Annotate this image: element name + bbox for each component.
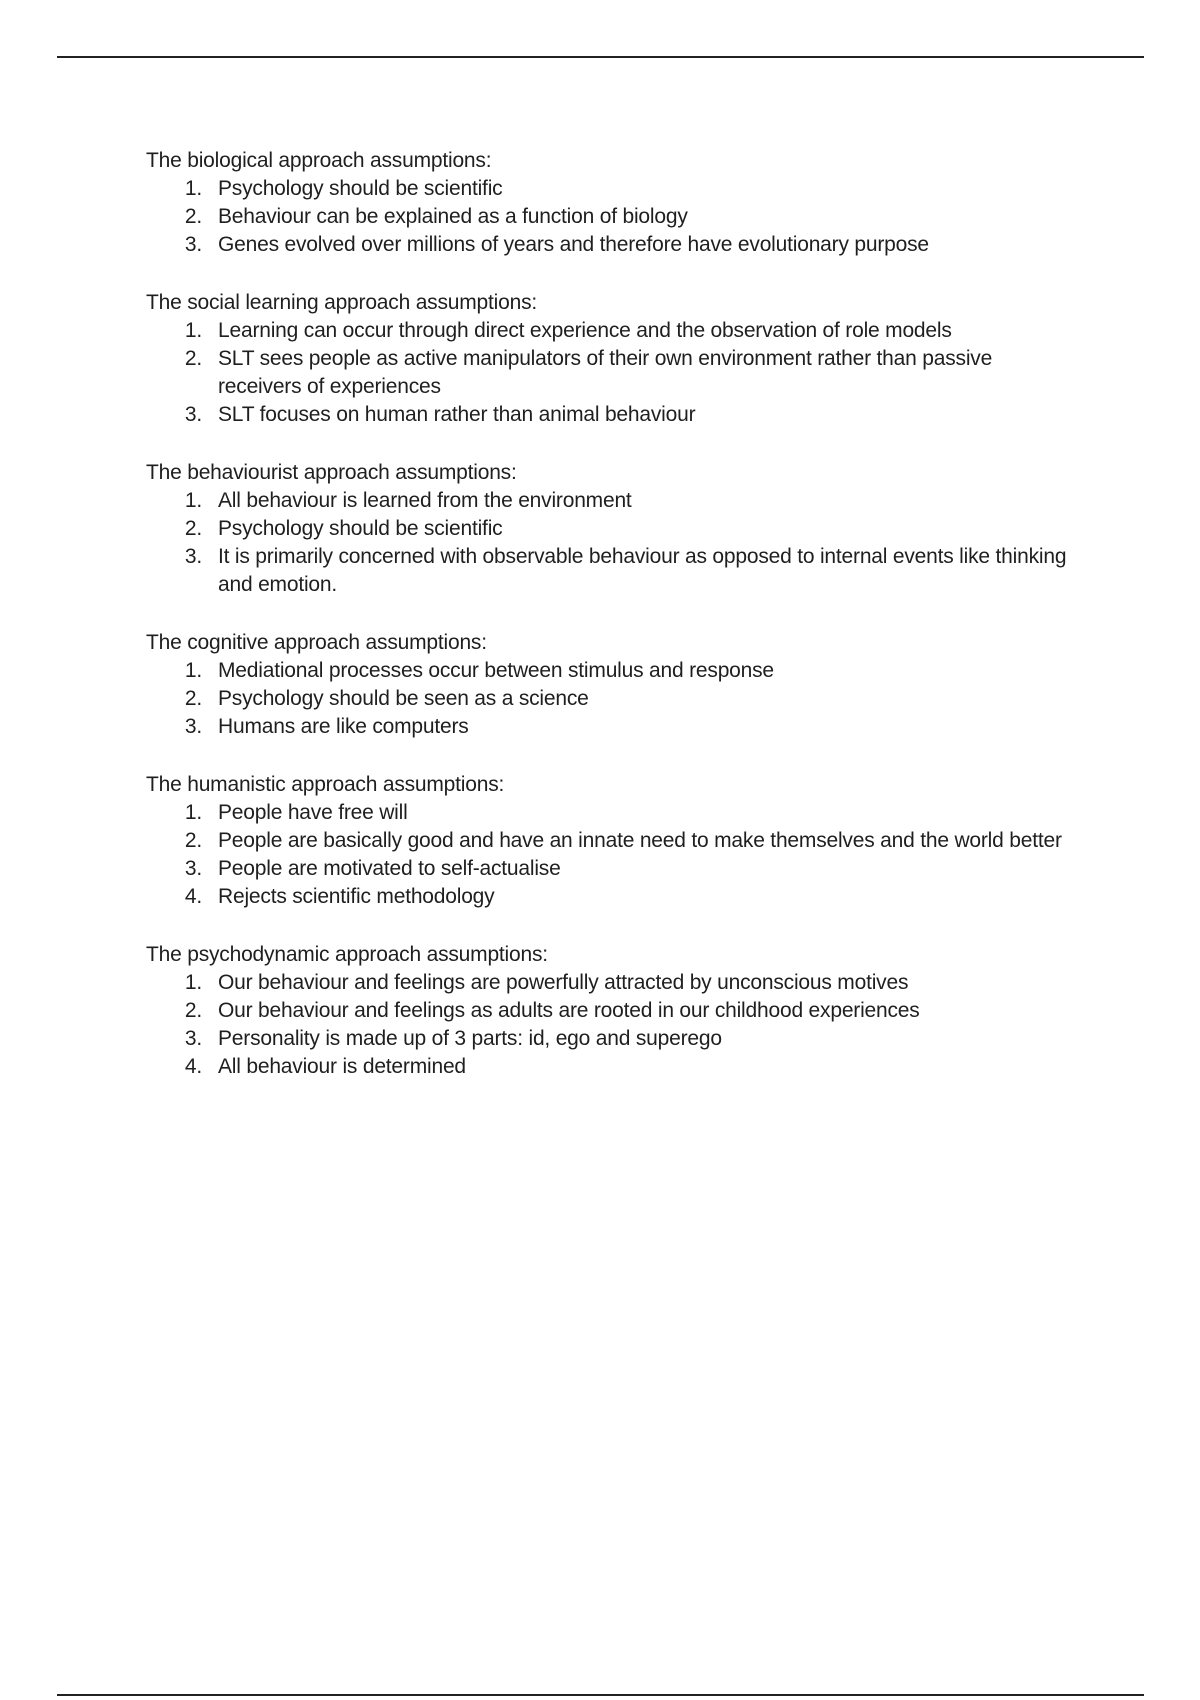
list-item xyxy=(146,799,1096,827)
item-number: 3. xyxy=(184,403,202,426)
assumption-list xyxy=(146,799,1096,911)
list-item xyxy=(146,203,1096,231)
list-item xyxy=(146,345,1096,401)
item-text: People are motivated to self-actualise xyxy=(218,857,561,880)
list-item xyxy=(146,827,1096,855)
list-item xyxy=(146,317,1096,345)
section-heading: The social learning approach assumptions: xyxy=(146,291,538,314)
assumption-list xyxy=(146,487,1096,599)
item-number: 4. xyxy=(184,1055,202,1078)
item-text: Our behaviour and feelings are powerfully attracted by unconscious motives xyxy=(218,971,909,994)
item-text: Psychology should be scientific xyxy=(218,517,503,540)
section-heading: The biological approach assumptions: xyxy=(146,149,492,172)
item-number: 3. xyxy=(184,1027,202,1050)
section-social-learning xyxy=(146,288,1096,429)
item-text: Mediational processes occur between stimulus and response xyxy=(218,659,774,682)
item-text: It is primarily concerned with observable behaviour as opposed to internal events like thinking and emotion. xyxy=(218,545,1067,596)
item-number: 2. xyxy=(184,829,202,852)
item-number: 1. xyxy=(184,801,202,824)
section-biological xyxy=(146,146,1096,259)
assumption-list xyxy=(146,317,1096,429)
section-cognitive xyxy=(146,628,1096,741)
item-number: 1. xyxy=(184,319,202,342)
list-item xyxy=(146,685,1096,713)
assumption-list xyxy=(146,175,1096,259)
assumption-list xyxy=(146,969,1096,1081)
item-number: 2. xyxy=(184,205,202,228)
list-item xyxy=(146,1025,1096,1053)
item-text: Psychology should be seen as a science xyxy=(218,687,589,710)
item-number: 3. xyxy=(184,857,202,880)
header-rule xyxy=(57,56,1144,58)
list-item xyxy=(146,997,1096,1025)
item-number: 2. xyxy=(184,517,202,540)
section-behaviourist xyxy=(146,458,1096,599)
list-item xyxy=(146,515,1096,543)
item-text: Personality is made up of 3 parts: id, ego and superego xyxy=(218,1027,722,1050)
section-heading: The psychodynamic approach assumptions: xyxy=(146,943,548,966)
item-text: All behaviour is learned from the environment xyxy=(218,489,632,512)
item-number: 4. xyxy=(184,885,202,908)
item-text: People have free will xyxy=(218,801,408,824)
list-item xyxy=(146,713,1096,741)
item-text: All behaviour is determined xyxy=(218,1055,466,1078)
item-number: 2. xyxy=(184,347,202,370)
item-text: SLT sees people as active manipulators of their own environment rather than passive receivers of experiences xyxy=(218,347,993,398)
item-number: 3. xyxy=(184,233,202,256)
list-item xyxy=(146,487,1096,515)
item-text: Our behaviour and feelings as adults are rooted in our childhood experiences xyxy=(218,999,920,1022)
item-text: Psychology should be scientific xyxy=(218,177,503,200)
item-text: Behaviour can be explained as a function of biology xyxy=(218,205,688,228)
item-number: 1. xyxy=(184,659,202,682)
document-body xyxy=(146,146,1096,1110)
item-number: 1. xyxy=(184,489,202,512)
item-text: Rejects scientific methodology xyxy=(218,885,495,908)
section-heading: The humanistic approach assumptions: xyxy=(146,773,505,796)
item-number: 2. xyxy=(184,999,202,1022)
item-number: 3. xyxy=(184,545,202,568)
item-text: Learning can occur through direct experience and the observation of role models xyxy=(218,319,952,342)
item-text: Humans are like computers xyxy=(218,715,469,738)
assumption-list xyxy=(146,657,1096,741)
list-item xyxy=(146,401,1096,429)
list-item xyxy=(146,543,1096,599)
list-item xyxy=(146,883,1096,911)
item-number: 1. xyxy=(184,971,202,994)
section-psychodynamic xyxy=(146,940,1096,1081)
item-text: People are basically good and have an innate need to make themselves and the world better xyxy=(218,829,1062,852)
item-number: 3. xyxy=(184,715,202,738)
list-item xyxy=(146,231,1096,259)
list-item xyxy=(146,969,1096,997)
item-number: 1. xyxy=(184,177,202,200)
list-item xyxy=(146,855,1096,883)
item-text: Genes evolved over millions of years and therefore have evolutionary purpose xyxy=(218,233,929,256)
section-humanistic xyxy=(146,770,1096,911)
footer-rule xyxy=(57,1694,1144,1696)
item-text: SLT focuses on human rather than animal behaviour xyxy=(218,403,696,426)
section-heading: The behaviourist approach assumptions: xyxy=(146,461,517,484)
list-item xyxy=(146,657,1096,685)
section-heading: The cognitive approach assumptions: xyxy=(146,631,487,654)
list-item xyxy=(146,1053,1096,1081)
list-item xyxy=(146,175,1096,203)
item-number: 2. xyxy=(184,687,202,710)
